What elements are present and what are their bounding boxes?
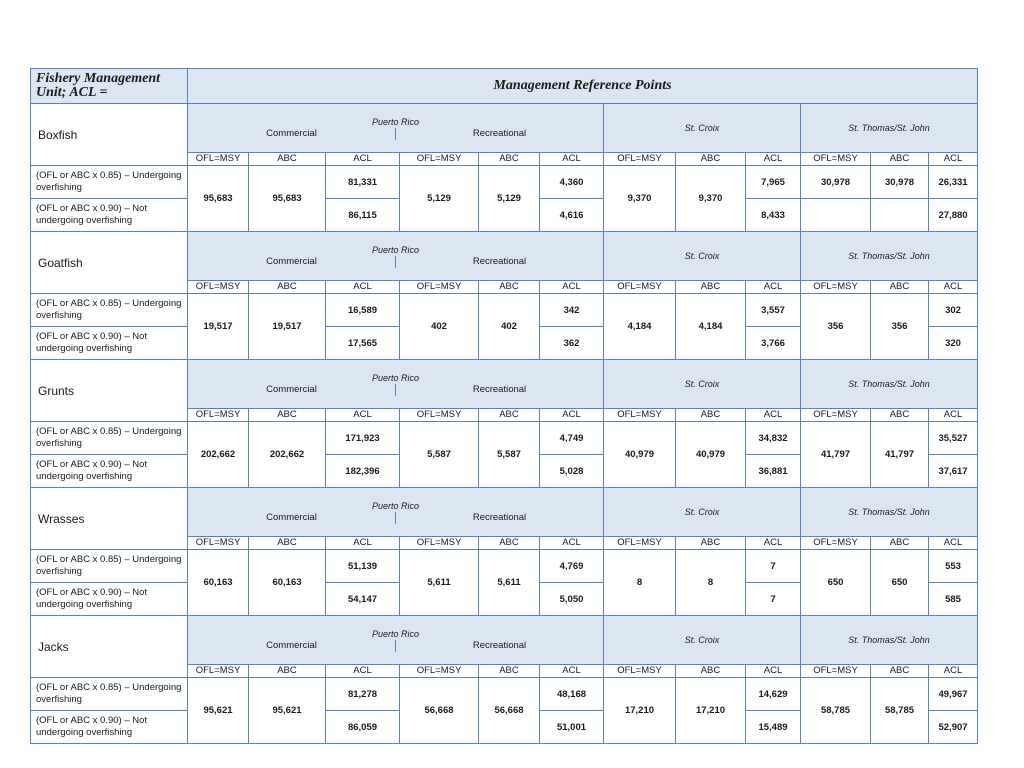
stc-acl-085: 7,965 <box>746 166 801 199</box>
species-header-row <box>31 104 978 153</box>
stt-abc: 58,785 <box>871 678 929 744</box>
column-ofl-msy: OFL=MSY <box>801 281 871 294</box>
stc-ofl: 17,210 <box>604 678 676 744</box>
species-name: Grunts <box>31 360 188 422</box>
column-acl: ACL <box>326 153 400 166</box>
st-croix-header <box>604 360 801 409</box>
sector-label-recreational: Recreational <box>472 512 527 523</box>
puerto-rico-header <box>188 232 604 281</box>
column-abc: ABC <box>676 409 746 422</box>
column-ofl-msy: OFL=MSY <box>188 665 249 678</box>
stc-abc: 4,184 <box>676 294 746 360</box>
pr-recreational-acl-090: 5,028 <box>540 455 604 488</box>
table-row <box>31 294 978 327</box>
stt-acl-085: 302 <box>929 294 978 327</box>
stc-acl-090: 3,766 <box>746 327 801 360</box>
st-thomas-header <box>801 104 978 153</box>
column-abc: ABC <box>479 665 540 678</box>
column-acl: ACL <box>746 281 801 294</box>
stc-ofl: 4,184 <box>604 294 676 360</box>
stt-abc: 356 <box>871 294 929 360</box>
stc-acl-085: 3,557 <box>746 294 801 327</box>
pr-recreational-acl-090: 5,050 <box>540 583 604 616</box>
species-name: Boxfish <box>31 104 188 166</box>
column-ofl-msy: OFL=MSY <box>400 409 479 422</box>
column-ofl-msy: OFL=MSY <box>188 153 249 166</box>
column-acl: ACL <box>326 281 400 294</box>
column-abc: ABC <box>871 281 929 294</box>
column-acl: ACL <box>540 153 604 166</box>
column-ofl-msy: OFL=MSY <box>188 409 249 422</box>
puerto-rico-header <box>188 616 604 665</box>
column-acl: ACL <box>746 153 801 166</box>
pr-commercial-acl-090: 54,147 <box>326 583 400 616</box>
condition-090: (OFL or ABC x 0.90) – Not undergoing overfishing <box>31 455 188 488</box>
st-thomas-header <box>801 232 978 281</box>
column-abc: ABC <box>871 409 929 422</box>
region-label: St. Croix <box>684 378 720 389</box>
column-abc: ABC <box>676 537 746 550</box>
species-name: Jacks <box>31 616 188 678</box>
reference-points-heading: Management Reference Points <box>188 69 978 104</box>
stc-ofl: 9,370 <box>604 166 676 232</box>
condition-085: (OFL or ABC x 0.85) – Undergoing overfishing <box>31 550 188 583</box>
column-acl: ACL <box>326 537 400 550</box>
column-abc: ABC <box>871 665 929 678</box>
table-row <box>31 550 978 583</box>
column-abc: ABC <box>249 665 326 678</box>
species-header-row <box>31 360 978 409</box>
fishery-unit-heading: Fishery Management Unit; ACL = <box>31 69 188 104</box>
stt-acl-085: 35,527 <box>929 422 978 455</box>
column-acl: ACL <box>746 409 801 422</box>
column-ofl-msy: OFL=MSY <box>400 665 479 678</box>
management-reference-table <box>30 68 978 744</box>
pr-recreational-acl-085: 48,168 <box>540 678 604 711</box>
pr-commercial-acl-085: 16,589 <box>326 294 400 327</box>
stc-acl-085: 34,832 <box>746 422 801 455</box>
pr-commercial-abc: 60,163 <box>249 550 326 616</box>
pr-recreational-ofl: 402 <box>400 294 479 360</box>
stt-acl-085: 49,967 <box>929 678 978 711</box>
pr-commercial-abc: 95,683 <box>249 166 326 232</box>
column-abc: ABC <box>479 409 540 422</box>
pr-recreational-ofl: 5,129 <box>400 166 479 232</box>
column-abc: ABC <box>676 281 746 294</box>
pr-commercial-acl-085: 51,139 <box>326 550 400 583</box>
sector-labels <box>188 384 603 396</box>
column-ofl-msy: OFL=MSY <box>604 153 676 166</box>
condition-090: (OFL or ABC x 0.90) – Not undergoing overfishing <box>31 199 188 232</box>
column-abc: ABC <box>479 153 540 166</box>
puerto-rico-header <box>188 488 604 537</box>
pr-recreational-acl-085: 342 <box>540 294 604 327</box>
stt-acl-090: 37,617 <box>929 455 978 488</box>
pr-recreational-acl-085: 4,360 <box>540 166 604 199</box>
condition-085: (OFL or ABC x 0.85) – Undergoing overfishing <box>31 678 188 711</box>
column-ofl-msy: OFL=MSY <box>604 281 676 294</box>
region-label: Puerto Rico <box>371 629 420 639</box>
stt-acl-085: 553 <box>929 550 978 583</box>
region-label: Puerto Rico <box>371 501 420 511</box>
region-label: St. Croix <box>684 506 720 517</box>
pr-commercial-acl-090: 86,115 <box>326 199 400 232</box>
stt-acl-090: 27,880 <box>929 199 978 232</box>
stt-abc: 650 <box>871 550 929 616</box>
pr-recreational-ofl: 5,611 <box>400 550 479 616</box>
pr-commercial-acl-090: 182,396 <box>326 455 400 488</box>
sector-labels <box>188 128 603 140</box>
pr-recreational-abc: 56,668 <box>479 678 540 744</box>
column-ofl-msy: OFL=MSY <box>188 281 249 294</box>
species-header-row <box>31 232 978 281</box>
column-abc: ABC <box>676 665 746 678</box>
species-name: Goatfish <box>31 232 188 294</box>
puerto-rico-header <box>188 104 604 153</box>
region-label: St. Thomas/St. John <box>848 378 930 389</box>
stt-abc-085: 30,978 <box>871 166 929 199</box>
pr-commercial-acl-085: 81,278 <box>326 678 400 711</box>
table-row <box>31 678 978 711</box>
column-acl: ACL <box>326 665 400 678</box>
column-abc: ABC <box>871 153 929 166</box>
stc-acl-090: 8,433 <box>746 199 801 232</box>
sector-labels <box>188 640 603 652</box>
pr-commercial-abc: 95,621 <box>249 678 326 744</box>
column-abc: ABC <box>249 153 326 166</box>
column-ofl-msy: OFL=MSY <box>604 665 676 678</box>
column-acl: ACL <box>929 153 978 166</box>
stt-acl-090: 52,907 <box>929 711 978 744</box>
condition-090: (OFL or ABC x 0.90) – Not undergoing overfishing <box>31 583 188 616</box>
stc-ofl: 8 <box>604 550 676 616</box>
sector-label-commercial: Commercial <box>188 128 396 140</box>
column-ofl-msy: OFL=MSY <box>400 537 479 550</box>
pr-commercial-acl-090: 17,565 <box>326 327 400 360</box>
condition-085: (OFL or ABC x 0.85) – Undergoing overfishing <box>31 294 188 327</box>
sector-label-recreational: Recreational <box>472 640 527 651</box>
region-label: St. Thomas/St. John <box>848 506 930 517</box>
st-croix-header <box>604 616 801 665</box>
column-ofl-msy: OFL=MSY <box>400 153 479 166</box>
pr-recreational-acl-085: 4,769 <box>540 550 604 583</box>
column-ofl-msy: OFL=MSY <box>801 153 871 166</box>
st-thomas-header <box>801 360 978 409</box>
pr-recreational-ofl: 56,668 <box>400 678 479 744</box>
region-label: St. Croix <box>684 634 720 645</box>
region-label: St. Croix <box>684 250 720 261</box>
table-title-row <box>31 69 978 104</box>
column-acl: ACL <box>326 409 400 422</box>
pr-recreational-acl-090: 51,001 <box>540 711 604 744</box>
region-label: St. Thomas/St. John <box>848 122 930 133</box>
species-name: Wrasses <box>31 488 188 550</box>
stt-acl-085: 26,331 <box>929 166 978 199</box>
column-ofl-msy: OFL=MSY <box>801 537 871 550</box>
pr-recreational-acl-085: 4,749 <box>540 422 604 455</box>
stc-acl-090: 36,881 <box>746 455 801 488</box>
st-croix-header <box>604 232 801 281</box>
region-label: Puerto Rico <box>371 245 420 255</box>
species-header-row <box>31 488 978 537</box>
species-header-row <box>31 616 978 665</box>
column-acl: ACL <box>929 665 978 678</box>
pr-commercial-ofl: 19,517 <box>188 294 249 360</box>
stc-acl-090: 15,489 <box>746 711 801 744</box>
column-ofl-msy: OFL=MSY <box>604 537 676 550</box>
column-acl: ACL <box>540 537 604 550</box>
pr-recreational-acl-090: 4,616 <box>540 199 604 232</box>
stc-abc: 17,210 <box>676 678 746 744</box>
sector-labels <box>188 512 603 524</box>
column-acl: ACL <box>540 409 604 422</box>
stc-acl-085: 14,629 <box>746 678 801 711</box>
region-label: St. Thomas/St. John <box>848 634 930 645</box>
stc-abc: 40,979 <box>676 422 746 488</box>
stt-abc-090-empty <box>871 199 929 232</box>
pr-commercial-ofl: 95,683 <box>188 166 249 232</box>
stc-abc: 9,370 <box>676 166 746 232</box>
stc-acl-085: 7 <box>746 550 801 583</box>
pr-commercial-ofl: 95,621 <box>188 678 249 744</box>
stt-ofl-090-empty <box>801 199 871 232</box>
column-acl: ACL <box>929 409 978 422</box>
st-croix-header <box>604 488 801 537</box>
stc-ofl: 40,979 <box>604 422 676 488</box>
column-acl: ACL <box>540 281 604 294</box>
region-label: St. Croix <box>684 122 720 133</box>
pr-commercial-abc: 19,517 <box>249 294 326 360</box>
pr-recreational-abc: 5,129 <box>479 166 540 232</box>
column-acl: ACL <box>746 537 801 550</box>
condition-090: (OFL or ABC x 0.90) – Not undergoing overfishing <box>31 327 188 360</box>
sector-label-recreational: Recreational <box>472 128 527 139</box>
column-abc: ABC <box>249 537 326 550</box>
pr-commercial-ofl: 60,163 <box>188 550 249 616</box>
stt-ofl: 41,797 <box>801 422 871 488</box>
condition-090: (OFL or ABC x 0.90) – Not undergoing overfishing <box>31 711 188 744</box>
table-row <box>31 422 978 455</box>
sector-label-commercial: Commercial <box>188 256 396 268</box>
pr-commercial-ofl: 202,662 <box>188 422 249 488</box>
pr-commercial-abc: 202,662 <box>249 422 326 488</box>
column-ofl-msy: OFL=MSY <box>801 409 871 422</box>
st-thomas-header <box>801 488 978 537</box>
column-acl: ACL <box>746 665 801 678</box>
stt-ofl: 58,785 <box>801 678 871 744</box>
pr-commercial-acl-085: 171,923 <box>326 422 400 455</box>
column-ofl-msy: OFL=MSY <box>801 665 871 678</box>
pr-recreational-abc: 402 <box>479 294 540 360</box>
st-thomas-header <box>801 616 978 665</box>
column-abc: ABC <box>249 409 326 422</box>
sector-label-commercial: Commercial <box>188 640 396 652</box>
column-ofl-msy: OFL=MSY <box>604 409 676 422</box>
sector-label-commercial: Commercial <box>188 512 396 524</box>
table-row <box>31 166 978 199</box>
stt-ofl-085: 30,978 <box>801 166 871 199</box>
sector-label-commercial: Commercial <box>188 384 396 396</box>
region-label: Puerto Rico <box>371 117 420 127</box>
column-ofl-msy: OFL=MSY <box>400 281 479 294</box>
pr-recreational-abc: 5,587 <box>479 422 540 488</box>
pr-recreational-ofl: 5,587 <box>400 422 479 488</box>
column-abc: ABC <box>249 281 326 294</box>
stt-ofl: 650 <box>801 550 871 616</box>
sector-labels <box>188 256 603 268</box>
column-acl: ACL <box>929 281 978 294</box>
pr-commercial-acl-085: 81,331 <box>326 166 400 199</box>
stt-abc: 41,797 <box>871 422 929 488</box>
column-abc: ABC <box>871 537 929 550</box>
column-abc: ABC <box>676 153 746 166</box>
stt-acl-090: 320 <box>929 327 978 360</box>
puerto-rico-header <box>188 360 604 409</box>
column-acl: ACL <box>540 665 604 678</box>
region-label: Puerto Rico <box>371 373 420 383</box>
sector-label-recreational: Recreational <box>472 384 527 395</box>
stc-acl-090: 7 <box>746 583 801 616</box>
region-label: St. Thomas/St. John <box>848 250 930 261</box>
column-abc: ABC <box>479 537 540 550</box>
column-ofl-msy: OFL=MSY <box>188 537 249 550</box>
column-abc: ABC <box>479 281 540 294</box>
pr-recreational-abc: 5,611 <box>479 550 540 616</box>
column-acl: ACL <box>929 537 978 550</box>
stc-abc: 8 <box>676 550 746 616</box>
stt-acl-090: 585 <box>929 583 978 616</box>
sector-label-recreational: Recreational <box>472 256 527 267</box>
stt-ofl: 356 <box>801 294 871 360</box>
st-croix-header <box>604 104 801 153</box>
pr-recreational-acl-090: 362 <box>540 327 604 360</box>
condition-085: (OFL or ABC x 0.85) – Undergoing overfishing <box>31 422 188 455</box>
condition-085: (OFL or ABC x 0.85) – Undergoing overfishing <box>31 166 188 199</box>
pr-commercial-acl-090: 86,059 <box>326 711 400 744</box>
